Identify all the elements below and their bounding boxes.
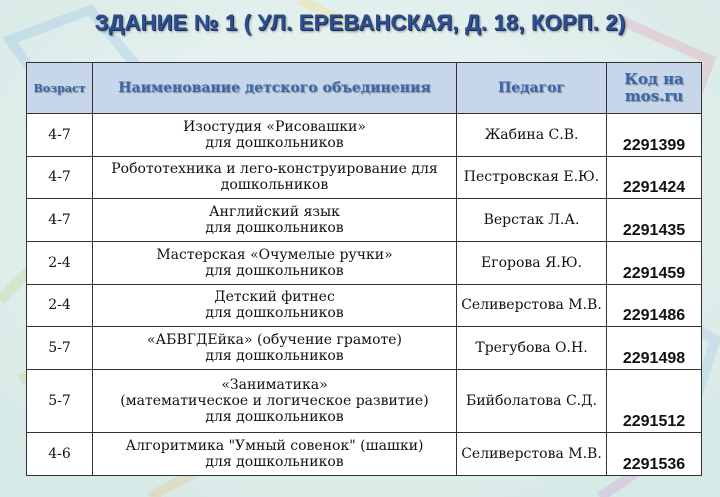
cell-age: 5-7 bbox=[27, 369, 93, 432]
cell-teacher: Селиверстова М.В. bbox=[457, 433, 607, 476]
cell-code: 2291399 bbox=[607, 114, 702, 157]
table-row bbox=[27, 114, 702, 157]
name-line: «АБВГДЕйка» (обучение грамоте) bbox=[146, 332, 402, 349]
name-line: для дошкольников bbox=[205, 454, 344, 471]
name-line: для дошкольников bbox=[205, 305, 344, 322]
cell-code: 2291435 bbox=[607, 199, 702, 242]
header-teacher: Педагог bbox=[457, 63, 607, 114]
name-line: Робототехника и лего-конструирование для bbox=[111, 161, 438, 178]
table-header-row bbox=[27, 63, 702, 114]
cell-code: 2291459 bbox=[607, 241, 702, 284]
table-row bbox=[27, 327, 702, 370]
name-line: (математическое и логическое развитие) bbox=[120, 393, 429, 410]
table-row bbox=[27, 241, 702, 284]
cell-code: 2291512 bbox=[607, 369, 702, 432]
header-age: Возраст bbox=[27, 63, 93, 114]
table-row bbox=[27, 199, 702, 242]
name-line: «Заниматика» bbox=[221, 377, 328, 394]
table-row bbox=[27, 433, 702, 476]
name-line: для дошкольников bbox=[205, 134, 344, 151]
cell-name bbox=[93, 369, 457, 432]
cell-age: 2-4 bbox=[27, 284, 93, 327]
cell-code: 2291424 bbox=[607, 156, 702, 199]
cell-name bbox=[93, 199, 457, 242]
name-line: Английский язык bbox=[209, 204, 340, 221]
cell-teacher: Селиверстова М.В. bbox=[457, 284, 607, 327]
table-row bbox=[27, 156, 702, 199]
cell-name bbox=[93, 284, 457, 327]
table-row bbox=[27, 369, 702, 432]
cell-teacher: Бийболатова С.Д. bbox=[457, 369, 607, 432]
name-line: Алгоритмика "Умный совенок" (шашки) bbox=[125, 438, 424, 455]
cell-name bbox=[93, 327, 457, 370]
name-line: Изостудия «Рисовашки» bbox=[183, 118, 366, 135]
cell-name bbox=[93, 156, 457, 199]
cell-age: 4-7 bbox=[27, 114, 93, 157]
header-code: Код на mos.ru bbox=[607, 63, 702, 114]
cell-teacher: Верстак Л.А. bbox=[457, 199, 607, 242]
cell-code: 2291486 bbox=[607, 284, 702, 327]
name-line: для дошкольников bbox=[205, 220, 344, 237]
cell-teacher: Трегубова О.Н. bbox=[457, 327, 607, 370]
name-line: для дошкольников bbox=[205, 262, 344, 279]
cell-code: 2291498 bbox=[607, 327, 702, 370]
cell-name bbox=[93, 433, 457, 476]
cell-name bbox=[93, 241, 457, 284]
cell-teacher: Пестровская Е.Ю. bbox=[457, 156, 607, 199]
cell-age: 2-4 bbox=[27, 241, 93, 284]
cell-teacher: Егорова Я.Ю. bbox=[457, 241, 607, 284]
cell-age: 4-7 bbox=[27, 199, 93, 242]
cell-age: 4-6 bbox=[27, 433, 93, 476]
name-line: Мастерская «Очумелые ручки» bbox=[156, 246, 393, 263]
page-title: ЗДАНИЕ № 1 ( УЛ. ЕРЕВАНСКАЯ, Д. 18, КОРП. 2) bbox=[94, 10, 626, 35]
cell-age: 5-7 bbox=[27, 327, 93, 370]
cell-age: 4-7 bbox=[27, 156, 93, 199]
cell-code: 2291536 bbox=[607, 433, 702, 476]
name-line: для дошкольников bbox=[205, 348, 344, 365]
header-name: Наименование детского объединения bbox=[93, 63, 457, 114]
cell-teacher: Жабина С.В. bbox=[457, 114, 607, 157]
table-row bbox=[27, 284, 702, 327]
schedule-table bbox=[26, 62, 702, 476]
name-line: дошкольников bbox=[220, 177, 329, 194]
name-line: для дошкольников bbox=[205, 409, 344, 426]
cell-name bbox=[93, 114, 457, 157]
name-line: Детский фитнес bbox=[214, 289, 335, 306]
